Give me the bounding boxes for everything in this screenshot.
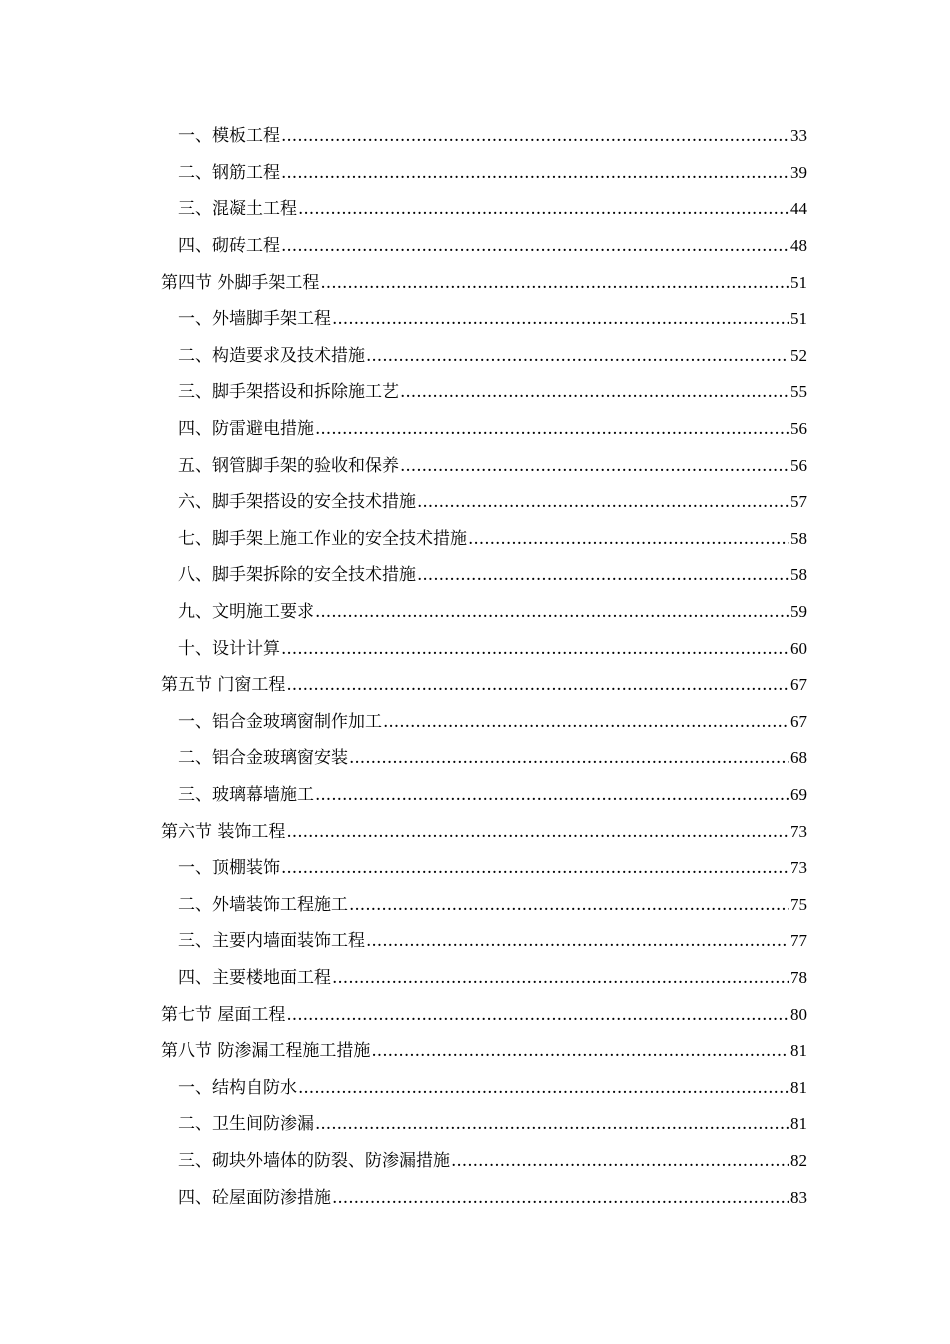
toc-entry-line: [178, 530, 807, 548]
toc-subsection-entry[interactable]: [0, 338, 950, 375]
toc-dot-leader: [332, 1190, 789, 1207]
toc-dot-leader: [286, 677, 789, 694]
toc-page-number: 60: [790, 638, 807, 658]
toc-dot-leader: [315, 604, 789, 621]
toc-section-entry[interactable]: [0, 264, 950, 301]
toc-subsection-entry[interactable]: [0, 557, 950, 594]
toc-entry-line: [161, 676, 807, 694]
toc-dot-leader: [417, 494, 789, 511]
toc-entry-line: [178, 859, 807, 877]
toc-dot-leader: [281, 165, 789, 182]
toc-page-number: 51: [790, 309, 807, 329]
toc-entry-line: [178, 127, 807, 145]
toc-subsection-entry[interactable]: [0, 630, 950, 667]
toc-entry-line: [178, 347, 807, 365]
toc-page-number: 58: [790, 528, 807, 548]
toc-page-number: 75: [790, 894, 807, 914]
toc-entry-title: 第五节 门窗工程: [161, 675, 286, 696]
toc-entry-line: [178, 896, 807, 914]
toc-page-number: 67: [790, 711, 807, 731]
toc-subsection-entry[interactable]: [0, 850, 950, 887]
toc-subsection-entry[interactable]: [0, 886, 950, 923]
toc-entry-title: 四、主要楼地面工程: [178, 967, 331, 988]
toc-entry-title: 一、模板工程: [178, 126, 280, 147]
toc-page-number: 55: [790, 382, 807, 402]
toc-page-number: 67: [790, 675, 807, 695]
toc-subsection-entry[interactable]: [0, 447, 950, 484]
toc-page-number: 81: [790, 1114, 807, 1134]
toc-entry-title: 九、文明施工要求: [178, 602, 314, 623]
toc-page-number: 81: [790, 1041, 807, 1061]
toc-dot-leader: [281, 641, 789, 658]
toc-section-entry[interactable]: [0, 813, 950, 850]
toc-page-number: 52: [790, 345, 807, 365]
toc-entry-title: 三、脚手架搭设和拆除施工艺: [178, 382, 399, 403]
toc-entry-title: 六、脚手架搭设的安全技术措施: [178, 492, 416, 513]
toc-dot-leader: [315, 787, 789, 804]
toc-dot-leader: [281, 860, 789, 877]
toc-dot-leader: [320, 275, 789, 292]
toc-page-number: 80: [790, 1004, 807, 1024]
toc-entry-title: 一、铝合金玻璃窗制作加工: [178, 711, 382, 732]
toc-entry-title: 第四节 外脚手架工程: [161, 272, 320, 293]
toc-dot-leader: [281, 128, 789, 145]
toc-dot-leader: [400, 384, 789, 401]
toc-entry-line: [178, 420, 807, 438]
toc-entry-title: 三、混凝土工程: [178, 199, 297, 220]
toc-subsection-entry[interactable]: [0, 301, 950, 338]
toc-subsection-entry[interactable]: [0, 191, 950, 228]
toc-dot-leader: [281, 238, 789, 255]
toc-entry-line: [178, 640, 807, 658]
toc-entry-line: [178, 493, 807, 511]
toc-entry-line: [178, 566, 807, 584]
toc-subsection-entry[interactable]: [0, 1069, 950, 1106]
toc-entry-title: 四、砌砖工程: [178, 236, 280, 257]
toc-dot-leader: [366, 933, 789, 950]
toc-entry-line: [161, 1006, 807, 1024]
toc-page-number: 44: [790, 199, 807, 219]
toc-page-number: 58: [790, 565, 807, 585]
toc-entry-line: [161, 274, 807, 292]
toc-page-number: 82: [790, 1150, 807, 1170]
toc-subsection-entry[interactable]: [0, 960, 950, 997]
toc-page-number: 68: [790, 748, 807, 768]
toc-page-number: 56: [790, 419, 807, 439]
toc-dot-leader: [332, 970, 789, 987]
toc-entry-line: [161, 823, 807, 841]
toc-subsection-entry[interactable]: [0, 923, 950, 960]
toc-dot-leader: [400, 458, 789, 475]
toc-section-entry[interactable]: [0, 667, 950, 704]
toc-dot-leader: [417, 567, 789, 584]
toc-dot-leader: [468, 531, 789, 548]
toc-entry-line: [178, 1152, 807, 1170]
toc-entry-line: [178, 713, 807, 731]
toc-entry-line: [178, 932, 807, 950]
toc-subsection-entry[interactable]: [0, 521, 950, 558]
toc-dot-leader: [315, 1116, 789, 1133]
toc-page-number: 73: [790, 858, 807, 878]
table-of-contents: [0, 118, 950, 1216]
toc-subsection-entry[interactable]: [0, 777, 950, 814]
toc-entry-title: 二、铝合金玻璃窗安装: [178, 748, 348, 769]
toc-entry-title: 二、外墙装饰工程施工: [178, 894, 348, 915]
toc-dot-leader: [298, 1080, 789, 1097]
toc-dot-leader: [286, 824, 789, 841]
toc-entry-line: [178, 969, 807, 987]
toc-dot-leader: [286, 1007, 789, 1024]
toc-dot-leader: [371, 1043, 789, 1060]
toc-entry-line: [178, 164, 807, 182]
toc-page-number: 59: [790, 602, 807, 622]
toc-entry-title: 一、外墙脚手架工程: [178, 309, 331, 330]
toc-subsection-entry[interactable]: [0, 740, 950, 777]
toc-entry-title: 第六节 装饰工程: [161, 821, 286, 842]
toc-entry-line: [178, 237, 807, 255]
toc-entry-line: [178, 1115, 807, 1133]
toc-entry-title: 三、玻璃幕墙施工: [178, 784, 314, 805]
toc-section-entry[interactable]: [0, 996, 950, 1033]
toc-subsection-entry[interactable]: [0, 704, 950, 741]
toc-page-number: 77: [790, 931, 807, 951]
toc-entry-title: 一、结构自防水: [178, 1077, 297, 1098]
toc-dot-leader: [349, 897, 789, 914]
toc-dot-leader: [332, 311, 789, 328]
toc-subsection-entry[interactable]: [0, 594, 950, 631]
toc-entry-title: 二、卫生间防渗漏: [178, 1114, 314, 1135]
toc-entry-title: 二、钢筋工程: [178, 162, 280, 183]
toc-entry-title: 四、砼屋面防渗措施: [178, 1187, 331, 1208]
toc-entry-line: [178, 786, 807, 804]
toc-entry-title: 二、构造要求及技术措施: [178, 345, 365, 366]
toc-entry-line: [178, 1079, 807, 1097]
toc-page-number: 48: [790, 236, 807, 256]
toc-page-number: 33: [790, 126, 807, 146]
toc-entry-title: 第八节 防渗漏工程施工措施: [161, 1041, 371, 1062]
toc-entry-title: 三、砌块外墙体的防裂、防渗漏措施: [178, 1150, 450, 1171]
toc-subsection-entry[interactable]: [0, 1106, 950, 1143]
toc-page-number: 69: [790, 784, 807, 804]
toc-dot-leader: [298, 201, 789, 218]
toc-page-number: 51: [790, 272, 807, 292]
toc-entry-title: 一、顶棚装饰: [178, 858, 280, 879]
toc-entry-line: [178, 383, 807, 401]
toc-entry-line: [178, 603, 807, 621]
toc-page-number: 56: [790, 455, 807, 475]
toc-entry-line: [161, 1042, 807, 1060]
toc-page-number: 57: [790, 492, 807, 512]
toc-entry-line: [178, 457, 807, 475]
toc-subsection-entry[interactable]: [0, 1143, 950, 1180]
toc-subsection-entry[interactable]: [0, 118, 950, 155]
toc-entry-title: 第七节 屋面工程: [161, 1004, 286, 1025]
toc-page-number: 83: [790, 1187, 807, 1207]
toc-entry-line: [178, 1189, 807, 1207]
toc-section-entry[interactable]: [0, 1033, 950, 1070]
toc-subsection-entry[interactable]: [0, 374, 950, 411]
toc-entry-line: [178, 749, 807, 767]
toc-entry-line: [178, 310, 807, 328]
toc-entry-title: 十、设计计算: [178, 638, 280, 659]
toc-page-number: 39: [790, 162, 807, 182]
toc-subsection-entry[interactable]: [0, 228, 950, 265]
toc-entry-title: 七、脚手架上施工作业的安全技术措施: [178, 528, 467, 549]
toc-entry-title: 八、脚手架拆除的安全技术措施: [178, 565, 416, 586]
toc-dot-leader: [315, 421, 789, 438]
toc-dot-leader: [451, 1153, 789, 1170]
toc-entry-title: 四、防雷避电措施: [178, 419, 314, 440]
toc-page-number: 81: [790, 1077, 807, 1097]
toc-subsection-entry[interactable]: [0, 1179, 950, 1216]
toc-subsection-entry[interactable]: [0, 484, 950, 521]
toc-subsection-entry[interactable]: [0, 155, 950, 192]
toc-entry-line: [178, 200, 807, 218]
toc-dot-leader: [383, 714, 789, 731]
toc-dot-leader: [349, 750, 789, 767]
toc-dot-leader: [366, 348, 789, 365]
toc-entry-title: 三、主要内墙面装饰工程: [178, 931, 365, 952]
toc-page-number: 73: [790, 821, 807, 841]
toc-page-number: 78: [790, 967, 807, 987]
toc-subsection-entry[interactable]: [0, 411, 950, 448]
toc-entry-title: 五、钢管脚手架的验收和保养: [178, 455, 399, 476]
